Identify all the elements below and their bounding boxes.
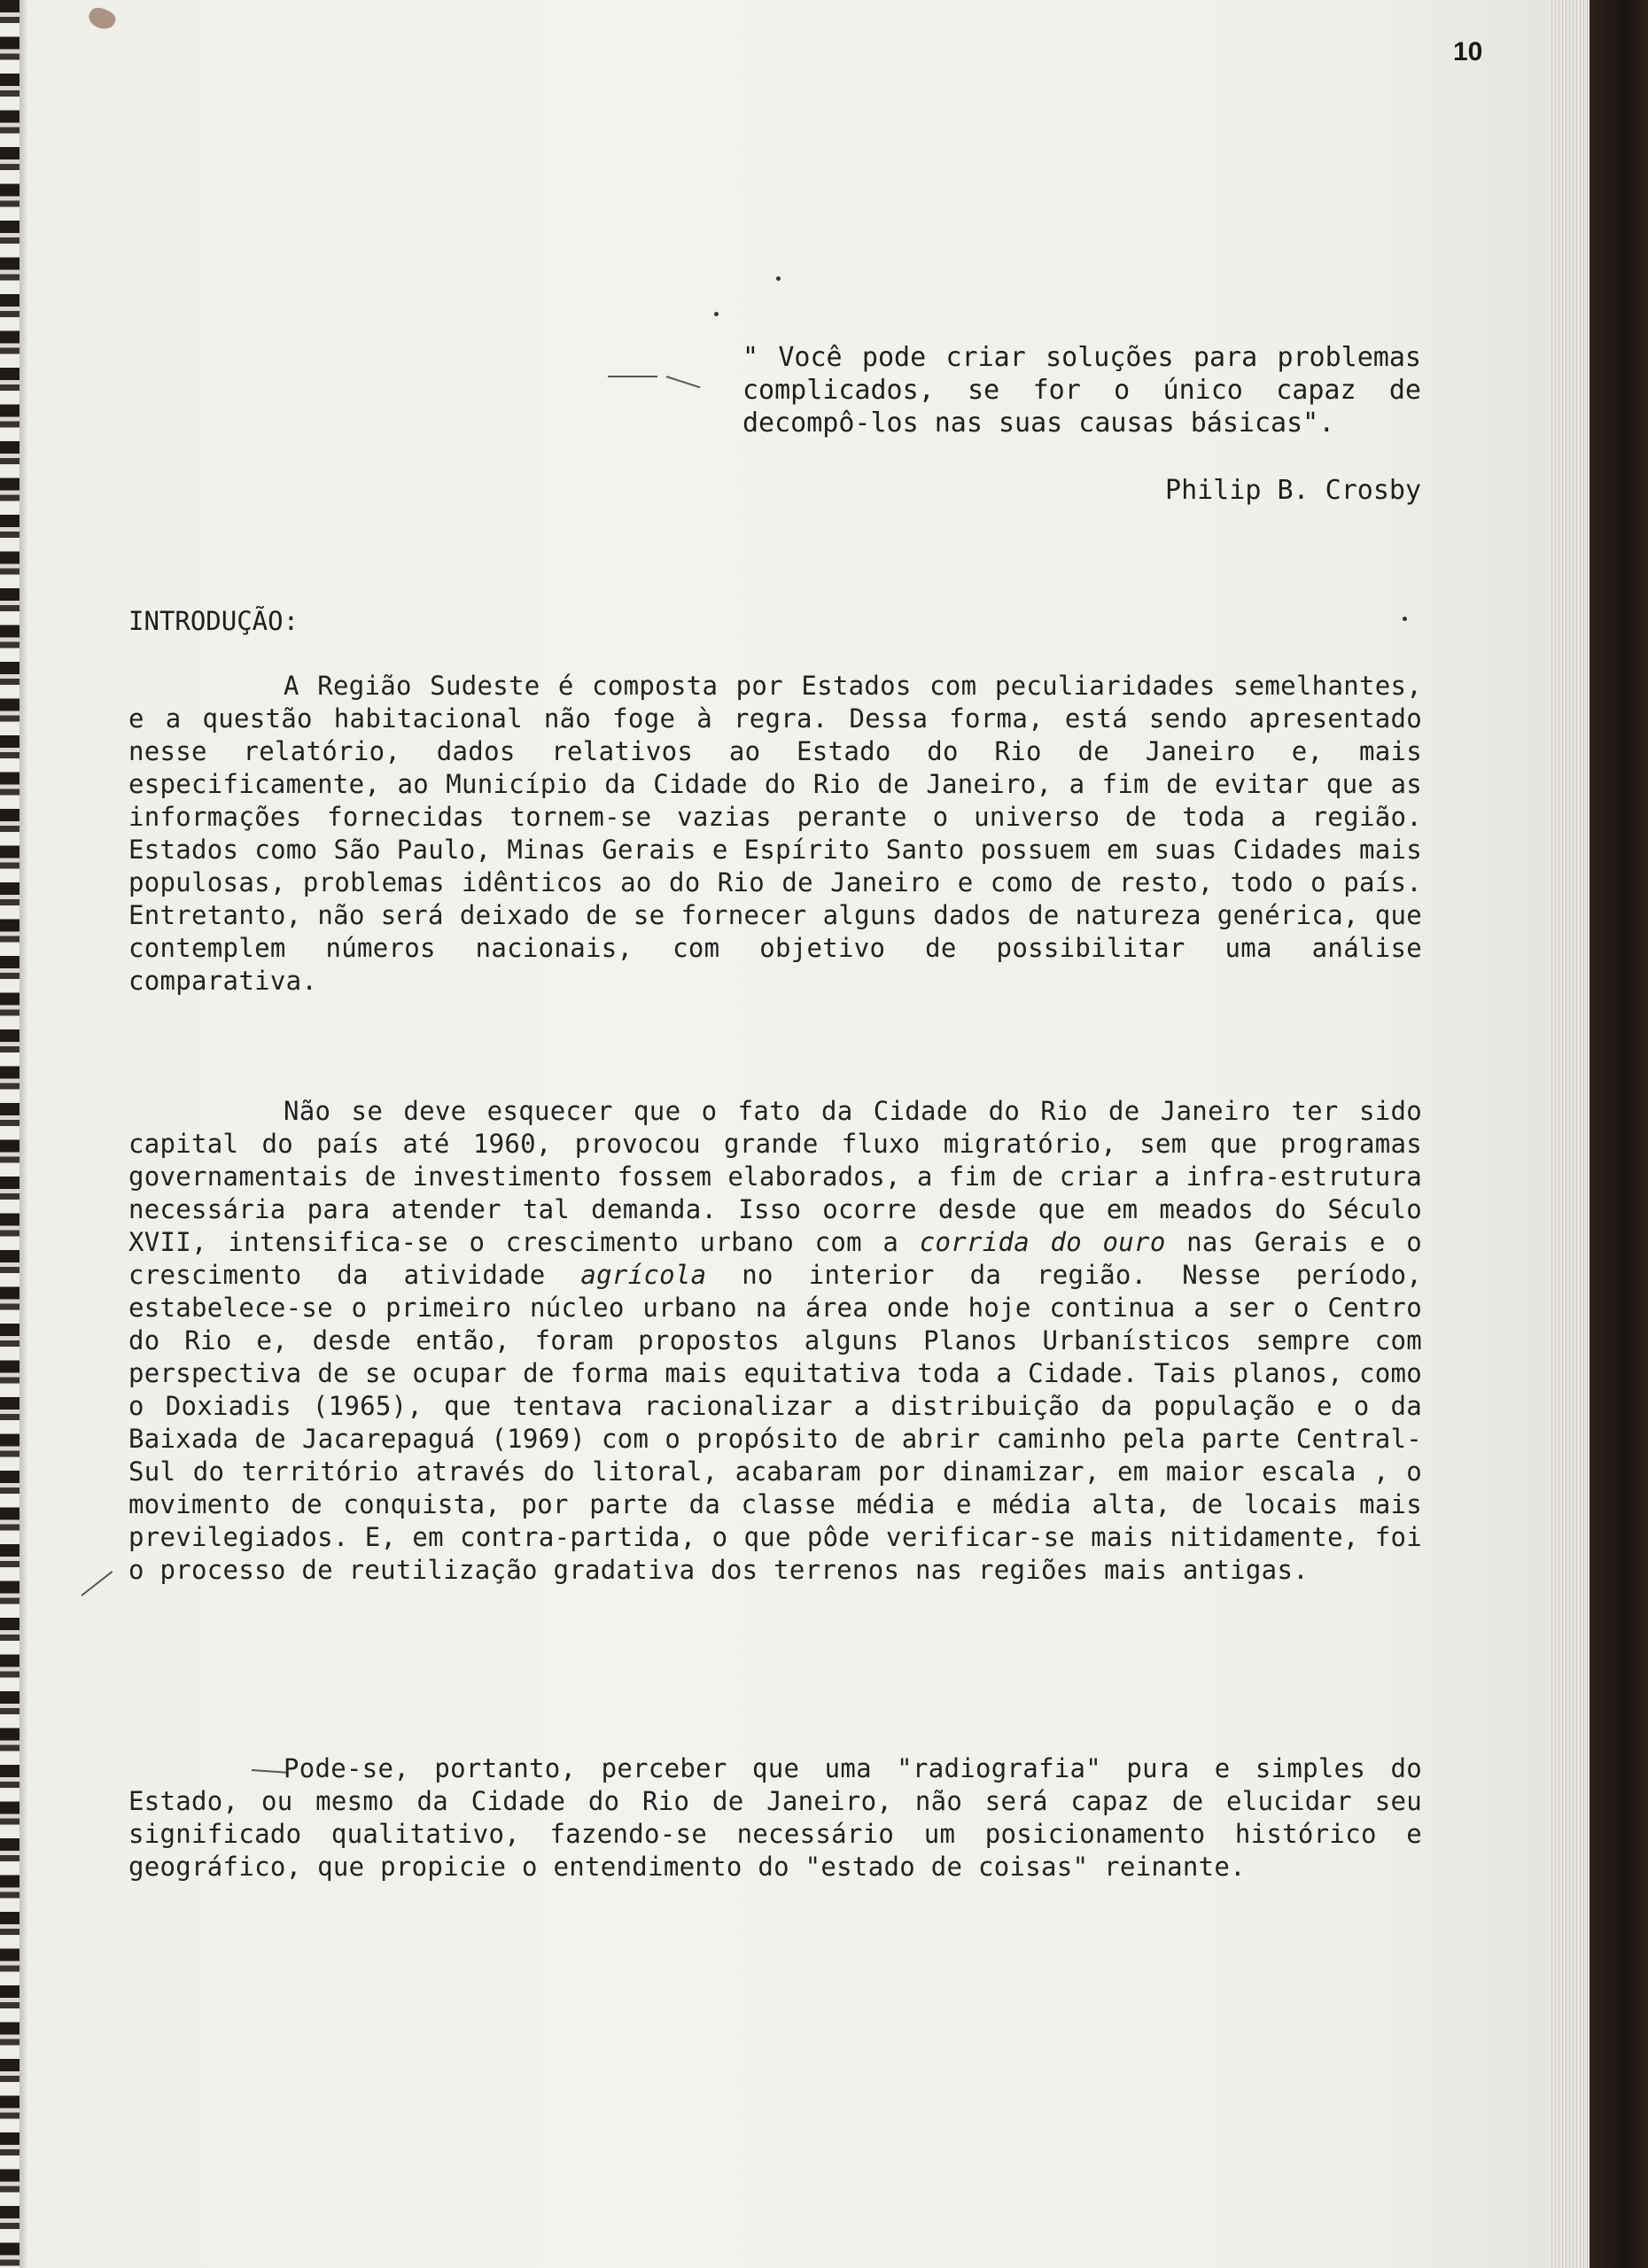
pen-stroke bbox=[666, 376, 701, 388]
italic-term: corrida do ouro bbox=[919, 1227, 1166, 1257]
speck-mark bbox=[714, 312, 719, 316]
page-number: 10 bbox=[1453, 37, 1483, 66]
epigraph-quote: " Você pode criar soluções para problemas complicados, se for o único capaz de decompô-los nas suas causas básicas". bbox=[742, 342, 1421, 439]
pen-stroke bbox=[608, 376, 657, 377]
binding-shadow bbox=[19, 0, 28, 2268]
body-paragraph: Não se deve esquecer que o fato da Cidade do Rio de Janeiro ter sido capital do país até 1960, provocou grande fluxo migratório, sem que programas governamentais de investimento fossem elaborados, a fim de criar a infra-estrutura necessária para atender tal demanda. Isso ocorre desde que em meados do Século XVII, intensifica-se o crescimento urbano com a corrida do ouro nas Gerais e o crescimento da atividade agrícola no interior da região. Nesse período, estabelece-se o primeiro núcleo urbano na área onde hoje continua a ser o Centro do Rio e, desde então, foram propostos alguns Planos Urbanísticos sempre com perspectiva de se ocupar de forma mais equitativa toda a Cidade. Tais planos, como o Doxiadis (1965), que tentava racionalizar a distribuição da população e o da Baixada de Jacarepaguá (1969) com o propósito de abrir caminho pela parte Central-Sul do território através do litoral, acabaram por dinamizar, em maior escala , o movimento de conquista, por parte da classe média e média alta, de locais mais previlegiados. E, em contra-partida, o que pôde verificar-se mais nitidamente, foi o processo de reutilização gradativa dos terrenos nas regiões mais antigas. bbox=[128, 1096, 1422, 1585]
section-heading: INTRODUÇÃO: bbox=[128, 606, 299, 636]
pen-stroke bbox=[81, 1571, 113, 1596]
speck-mark bbox=[776, 276, 781, 281]
spiral-binding bbox=[0, 0, 19, 2268]
italic-term: agrícola bbox=[580, 1260, 707, 1290]
scanner-background bbox=[1590, 0, 1648, 2268]
speck-mark bbox=[1403, 617, 1407, 621]
epigraph-author: Philip B. Crosby bbox=[1165, 475, 1421, 506]
paper-stain bbox=[86, 4, 118, 34]
stacked-page-edges bbox=[1549, 0, 1590, 2268]
body-paragraph: Pode-se, portanto, perceber que uma "radiografia" pura e simples do Estado, ou mesmo da Cidade do Rio de Janeiro, não será capaz de elucidar seu significado qualitativo, fazendo-se necessário um posicionamento histórico e geográfico, que propicie o entendimento do "estado de coisas" reinante. bbox=[128, 1753, 1422, 1882]
body-paragraph: A Região Sudeste é composta por Estados com peculiaridades semelhantes, e a questão habitacional não foge à regra. Dessa forma, está sendo apresentado nesse relatório, dados relativos ao Estado do Rio de Janeiro e, mais especificamente, ao Município da Cidade do Rio de Janeiro, a fim de evitar que as informações fornecidas tornem-se vazias perante o universo de toda a região. Estados como São Paulo, Minas Gerais e Espírito Santo possuem em suas Cidades mais populosas, problemas idênticos ao do Rio de Janeiro e como de resto, todo o país. Entretanto, não será deixado de se fornecer alguns dados de natureza genérica, que contemplem números nacionais, com objetivo de possibilitar uma análise comparativa. bbox=[128, 671, 1422, 996]
